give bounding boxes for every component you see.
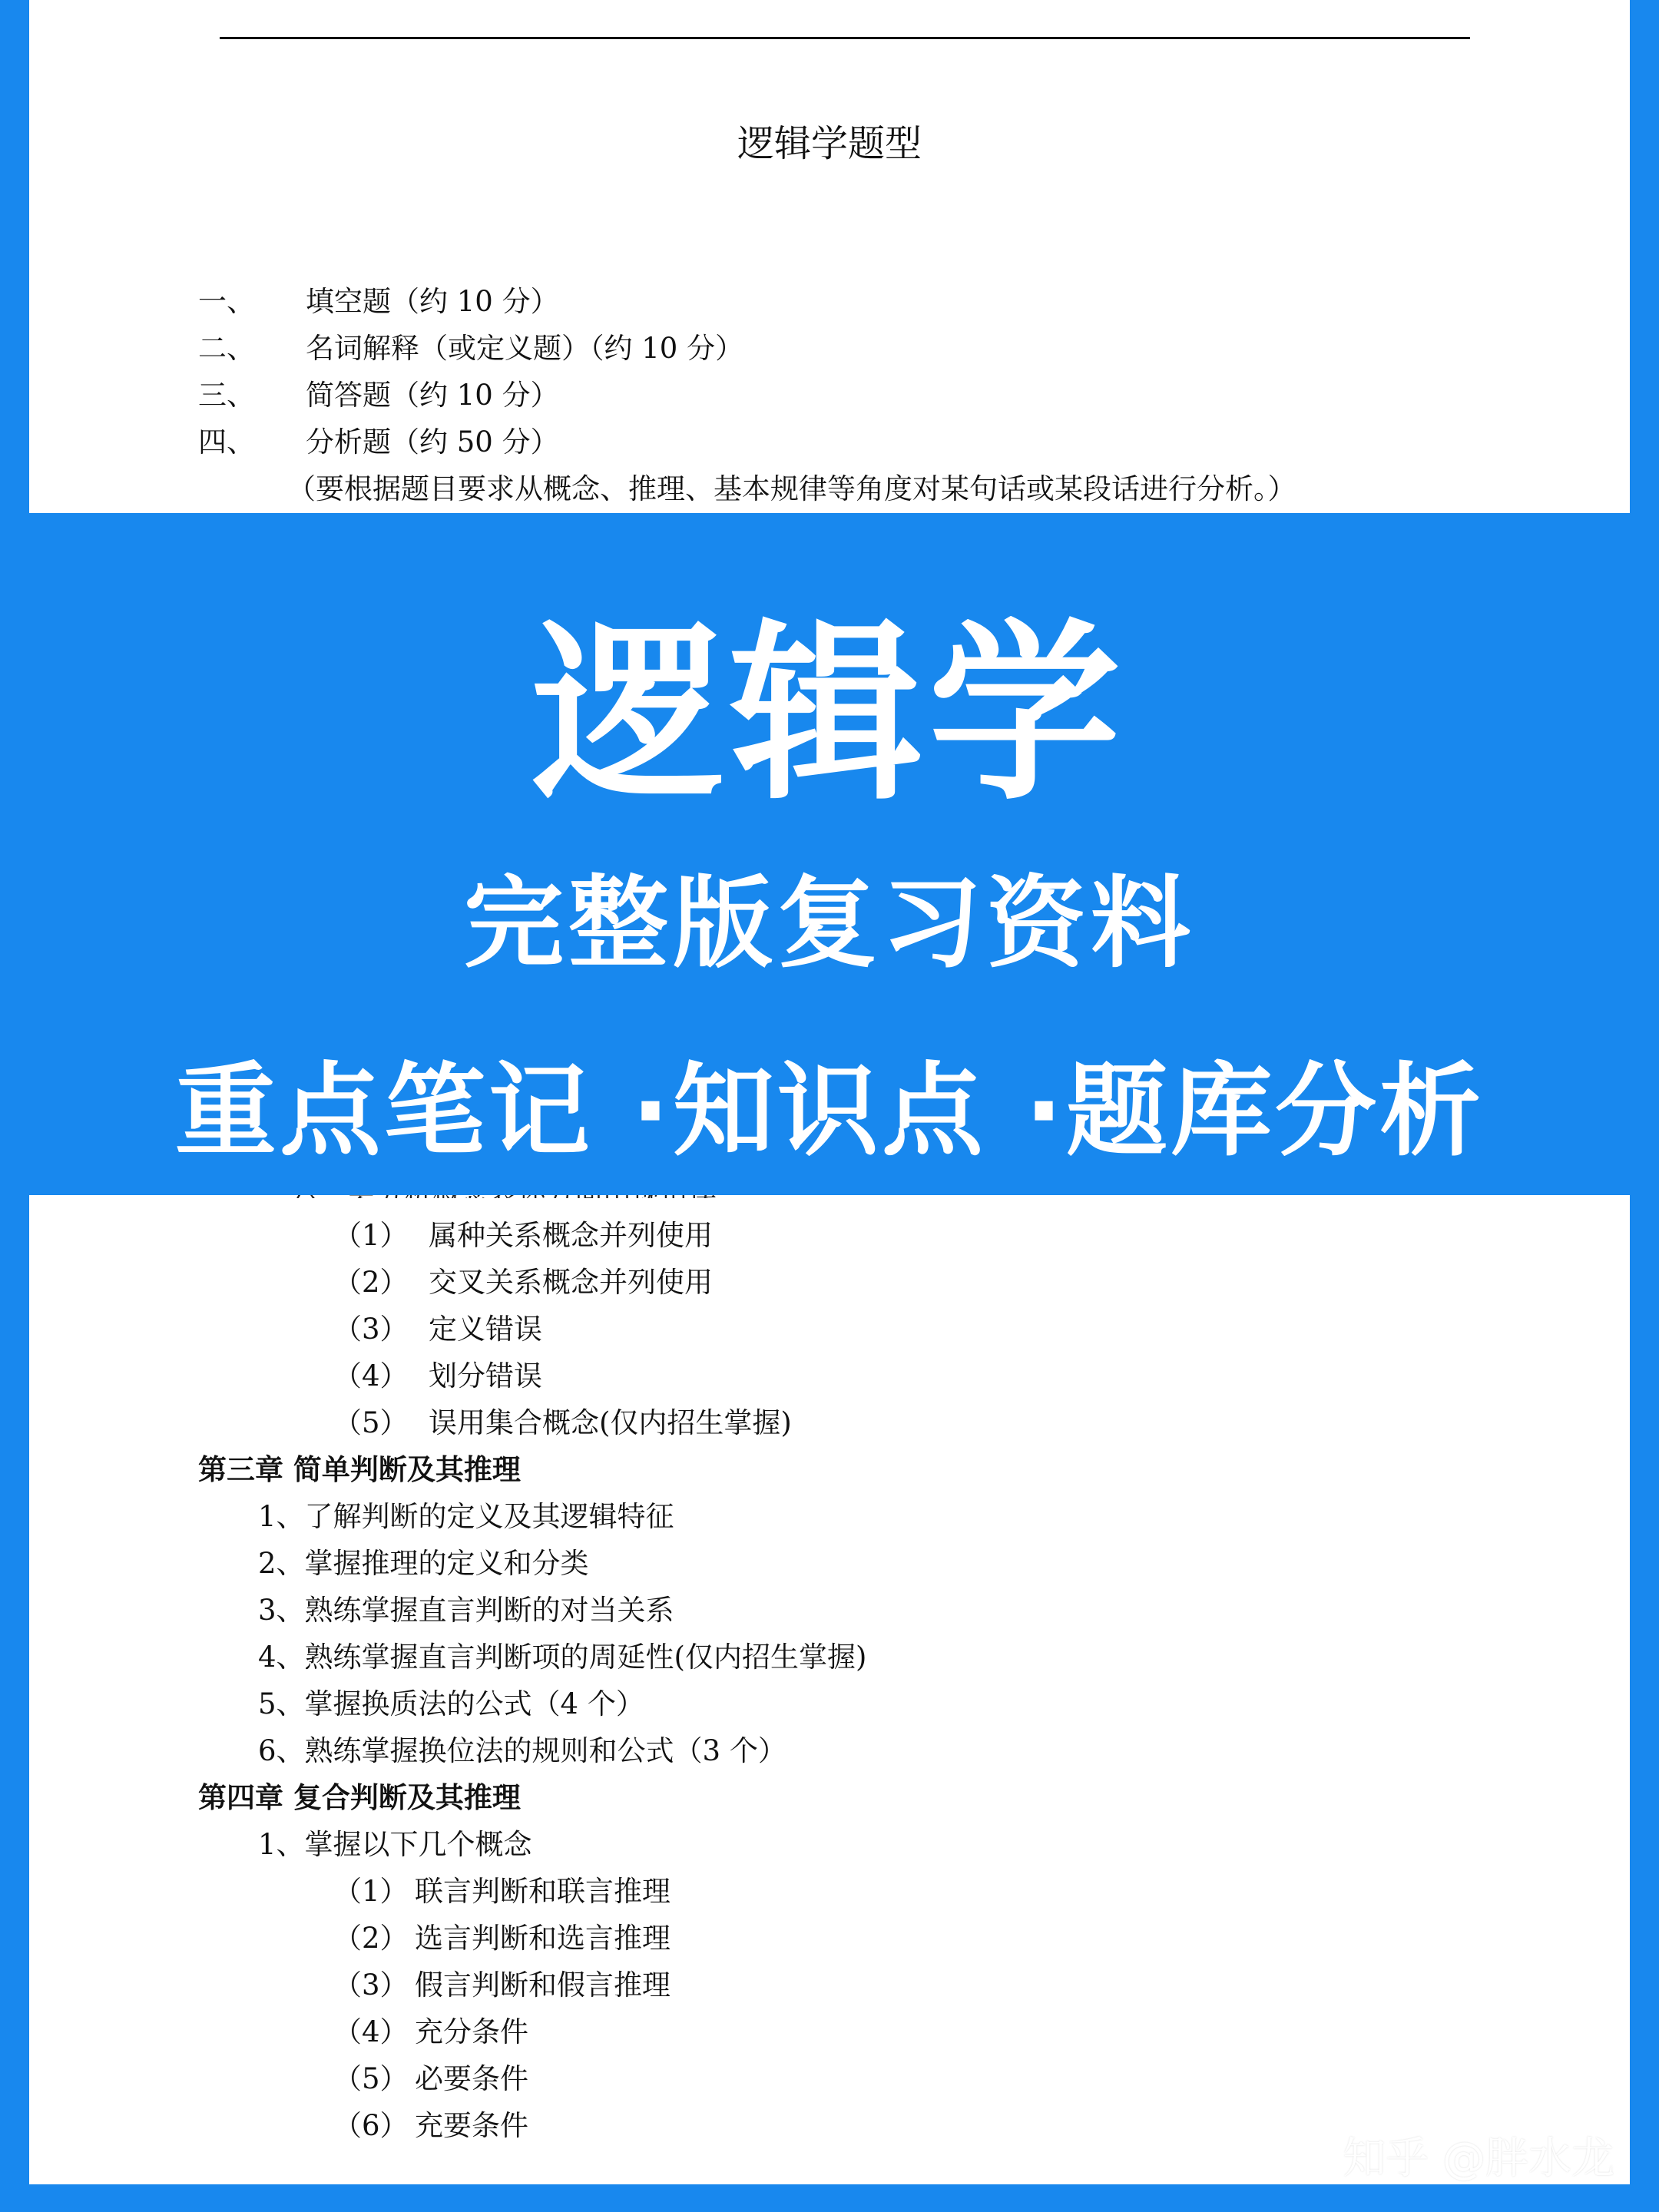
- error-item: [333, 1406, 792, 1439]
- chapter-4-item: [333, 1877, 671, 1906]
- chapter-3-item: 2、掌握推理的定义和分类: [258, 1547, 589, 1580]
- question-type-item: [198, 426, 559, 459]
- error-item: [333, 1359, 542, 1392]
- item-number: （5）: [333, 1406, 409, 1439]
- chapter-4-intro: 1、掌握以下几个概念: [258, 1828, 532, 1861]
- item-text: 属种关系概念并列使用: [429, 1219, 713, 1252]
- item-number: （1）: [333, 1219, 409, 1252]
- item-number: （6）: [333, 2109, 409, 2142]
- item-number: （2）: [333, 1922, 409, 1955]
- item-text: 误用集合概念(仅内招生掌握): [429, 1406, 792, 1439]
- analysis-note: （要根据题目要求从概念、推理、基本规律等角度对某句话或某段话进行分析。）: [287, 472, 1296, 505]
- item-number: 四、: [198, 426, 255, 459]
- item-text: 联言判断和联言推理: [415, 1875, 671, 1908]
- banner-subtitle: 完整版复习资料: [463, 865, 1195, 982]
- chapter-3-item: 5、掌握换质法的公式（4 个）: [258, 1687, 644, 1720]
- item-number: （3）: [333, 1969, 409, 2002]
- item-text: 划分错误: [429, 1359, 542, 1392]
- item-text: 定义错误: [429, 1313, 542, 1346]
- item-number: （4）: [333, 1359, 409, 1392]
- item-text: 简答题（约 10 分）: [306, 379, 559, 412]
- banner-tags: 重点笔记 ·知识点 ·题库分析: [174, 1052, 1485, 1171]
- error-item: [333, 1221, 713, 1250]
- question-type-item: [198, 379, 559, 412]
- item-number: （3）: [333, 1313, 409, 1346]
- item-text: 选言判断和选言推理: [415, 1922, 671, 1955]
- chapter-3-item: 6、熟练掌握换位法的规则和公式（3 个）: [258, 1734, 786, 1767]
- error-item: [333, 1313, 542, 1346]
- chapter-3-item: 4、熟练掌握直言判断项的周延性(仅内招生掌握): [258, 1641, 867, 1674]
- item-number: （2）: [333, 1266, 409, 1299]
- header-rule: [220, 37, 1470, 39]
- chapter-4-item: [333, 1969, 671, 2002]
- item-text: 必要条件: [415, 2062, 528, 2095]
- question-type-item: [198, 334, 743, 363]
- item-text: 分析题（约 50 分）: [306, 426, 559, 459]
- chapter-3-heading: 第三章 简单判断及其推理: [198, 1452, 521, 1486]
- item-text: 充要条件: [415, 2109, 528, 2142]
- error-item: [333, 1266, 713, 1299]
- watermark: 知乎 @胖水龙: [1343, 2134, 1614, 2184]
- banner-main-title: 逻辑学: [532, 602, 1127, 826]
- title-banner: [0, 513, 1659, 1195]
- chapter-3-item: 3、熟练掌握直言判断的对当关系: [258, 1594, 674, 1627]
- item-number: 二、: [198, 332, 255, 365]
- item-number: （4）: [333, 2015, 409, 2048]
- question-type-item: [198, 287, 559, 316]
- item-number: （5）: [333, 2062, 409, 2095]
- item-text: 名词解释（或定义题）（约 10 分）: [306, 332, 744, 365]
- chapter-4-item: [333, 2111, 528, 2140]
- chapter-4-item: [333, 1922, 671, 1955]
- chapter-4-item: [333, 2015, 528, 2048]
- item-text: 填空题（约 10 分）: [306, 285, 559, 318]
- item-number: 三、: [198, 379, 255, 412]
- item-text: 充分条件: [415, 2015, 528, 2048]
- document-title: 逻辑学题型: [737, 122, 922, 165]
- chapter-4-item: [333, 2062, 528, 2095]
- item-number: 一、: [198, 285, 255, 318]
- item-text: 假言判断和假言推理: [415, 1969, 671, 2002]
- chapter-3-item: 1、了解判断的定义及其逻辑特征: [258, 1500, 674, 1533]
- item-number: （1）: [333, 1875, 409, 1908]
- item-text: 交叉关系概念并列使用: [429, 1266, 713, 1299]
- chapter-4-heading: 第四章 复合判断及其推理: [198, 1780, 521, 1814]
